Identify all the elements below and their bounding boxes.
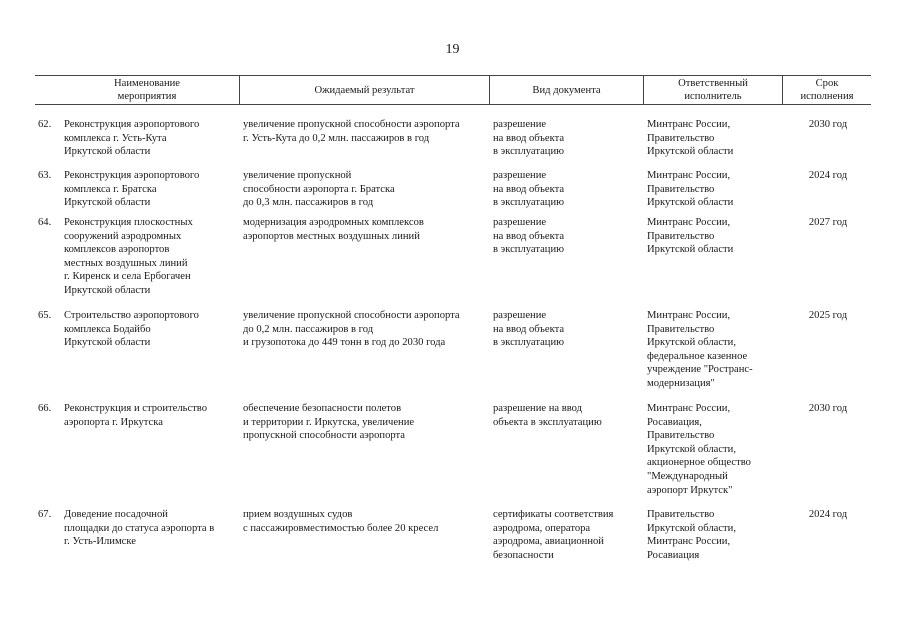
row-result: модернизация аэродромных комплексов аэропортов местных воздушных линий [243,217,424,242]
row-doc-type: разрешение на ввод объекта в эксплуатацию [493,217,565,256]
row-deadline: 2030 год [808,119,848,130]
row-number: 65. [38,310,52,321]
row-doc-type: разрешение на ввод объекта в эксплуатацию [493,119,565,158]
row-name: Реконструкция аэропортового комплекса г. Братска Иркутской области [64,170,200,209]
row-result: увеличение пропускной способности аэропорта г. Усть-Кута до 0,2 млн. пассажиров в год [243,119,460,144]
row-number: 66. [38,403,52,414]
row-name: Реконструкция аэропортового комплекса г. Усть-Кута Иркутской области [64,119,200,158]
page-number: 19 [445,42,460,57]
row-deadline: 2025 год [808,310,848,321]
row-result: обеспечение безопасности полетов и территории г. Иркутска, увеличение пропускной способности аэропорта [243,403,415,442]
row-executor: Минтранс России, Правительство Иркутской области [647,217,734,256]
row-number: 67. [38,509,52,520]
row-deadline: 2024 год [808,509,848,520]
row-doc-type: разрешение на ввод объекта в эксплуатацию [493,403,602,428]
row-executor: Минтранс России, Росавиация, Правительство Иркутской области, акционерное общество "Международный аэропорт Иркутск" [647,403,751,496]
row-number: 62. [38,119,52,130]
table-header-rule [35,104,871,105]
row-result: увеличение пропускной способности аэропорта до 0,2 млн. пассажиров в год и грузопотока до 449 тонн в год до 2030 года [243,310,460,349]
header-result: Ожидаемый результат [314,85,415,96]
row-executor: Правительство Иркутской области, Минтранс России, Росавиация [647,509,736,561]
row-executor: Минтранс России, Правительство Иркутской области, федеральное казенное учреждение "Ространс- модернизация" [647,310,753,389]
header-deadline: Срок исполнения [800,78,854,102]
row-number: 63. [38,170,52,181]
row-doc-type: сертификаты соответствия аэродрома, оператора аэродрома, авиационной безопасности [493,509,614,561]
header-doc-type: Вид документа [532,85,601,96]
row-result: прием воздушных судов с пассажировместимостью более 20 кресел [243,509,439,534]
row-name: Реконструкция и строительство аэропорта г. Иркутска [64,403,207,428]
row-name: Строительство аэропортового комплекса Бодайбо Иркутской области [64,310,199,349]
header-name: Наименование мероприятия [114,78,180,102]
row-deadline: 2027 год [808,217,848,228]
row-deadline: 2024 год [808,170,848,181]
row-deadline: 2030 год [808,403,848,414]
row-name: Реконструкция плоскостных сооружений аэродромных комплексов аэропортов местных воздушных линий г. Киренск и села Ербогачен Иркутской области [64,217,193,296]
row-number: 64. [38,217,52,228]
row-doc-type: разрешение на ввод объекта в эксплуатацию [493,170,565,209]
row-executor: Минтранс России, Правительство Иркутской области [647,119,734,158]
row-name: Доведение посадочной площадки до статуса аэропорта в г. Усть-Илимске [64,509,215,548]
row-executor: Минтранс России, Правительство Иркутской области [647,170,734,209]
row-result: увеличение пропускной способности аэропорта г. Братска до 0,3 млн. пассажиров в год [243,170,395,209]
row-doc-type: разрешение на ввод объекта в эксплуатацию [493,310,565,349]
header-executor: Ответственный исполнитель [678,78,748,102]
table-top-rule [35,75,871,76]
